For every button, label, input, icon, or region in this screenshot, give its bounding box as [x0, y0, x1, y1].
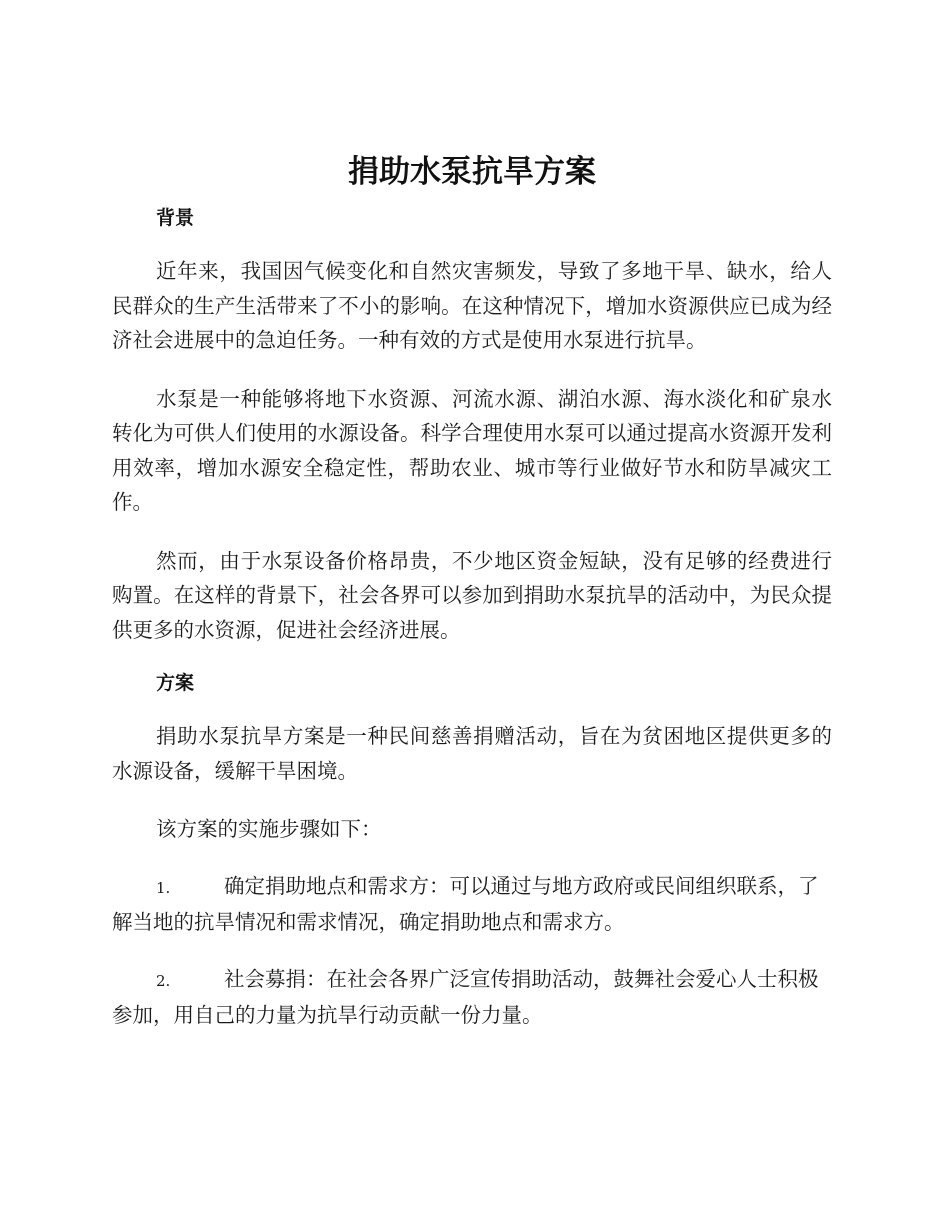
paragraph: 近年来，我国因气候变化和自然灾害频发，导致了多地干旱、缺水，给人民群众的生产生活带来了不小的影响。在这种情况下，增加水资源供应已成为经济社会进展中的急迫任务。一种有效的方式是使用水泵进行抗旱。 [112, 259, 832, 352]
paragraph: 然而，由于水泵设备价格昂贵，不少地区资金短缺，没有足够的经费进行购置。在这样的背景下，社会各界可以参加到捐助水泵抗旱的活动中，为民众提供更多的水资源，促进社会经济进展。 [112, 548, 832, 642]
step-number: 2. [156, 971, 171, 990]
step-number: 1. [156, 878, 171, 897]
section-heading-plan: 方案 [156, 672, 195, 694]
paragraph: 该方案的实施步骤如下： [156, 817, 382, 841]
document-page [112, 150, 832, 1033]
paragraph: 水泵是一种能够将地下水资源、河流水源、湖泊水源、海水淡化和矿泉水转化为可供人们使用的水源设备。科学合理使用水泵可以通过提高水资源开发利用效率，增加水源安全稳定性，帮助农业、城市等行业做好节水和防旱减灾工作。 [112, 386, 832, 514]
section-heading-background: 背景 [156, 207, 195, 229]
numbered-step [112, 962, 832, 1033]
step-text: 确定捐助地点和需求方：可以通过与地方政府或民间组织联系，了解当地的抗旱情况和需求情况，确定捐助地点和需求方。 [112, 873, 819, 934]
paragraph: 捐助水泵抗旱方案是一种民间慈善捐赠活动，旨在为贫困地区提供更多的水源设备，缓解干旱困境。 [112, 724, 832, 783]
step-text: 社会募捐：在社会各界广泛宣传捐助活动，鼓舞社会爱心人士积极参加，用自己的力量为抗旱行动贡献一份力量。 [112, 966, 819, 1027]
document-title: 捐助水泵抗旱方案 [348, 154, 596, 190]
numbered-step [112, 869, 832, 940]
